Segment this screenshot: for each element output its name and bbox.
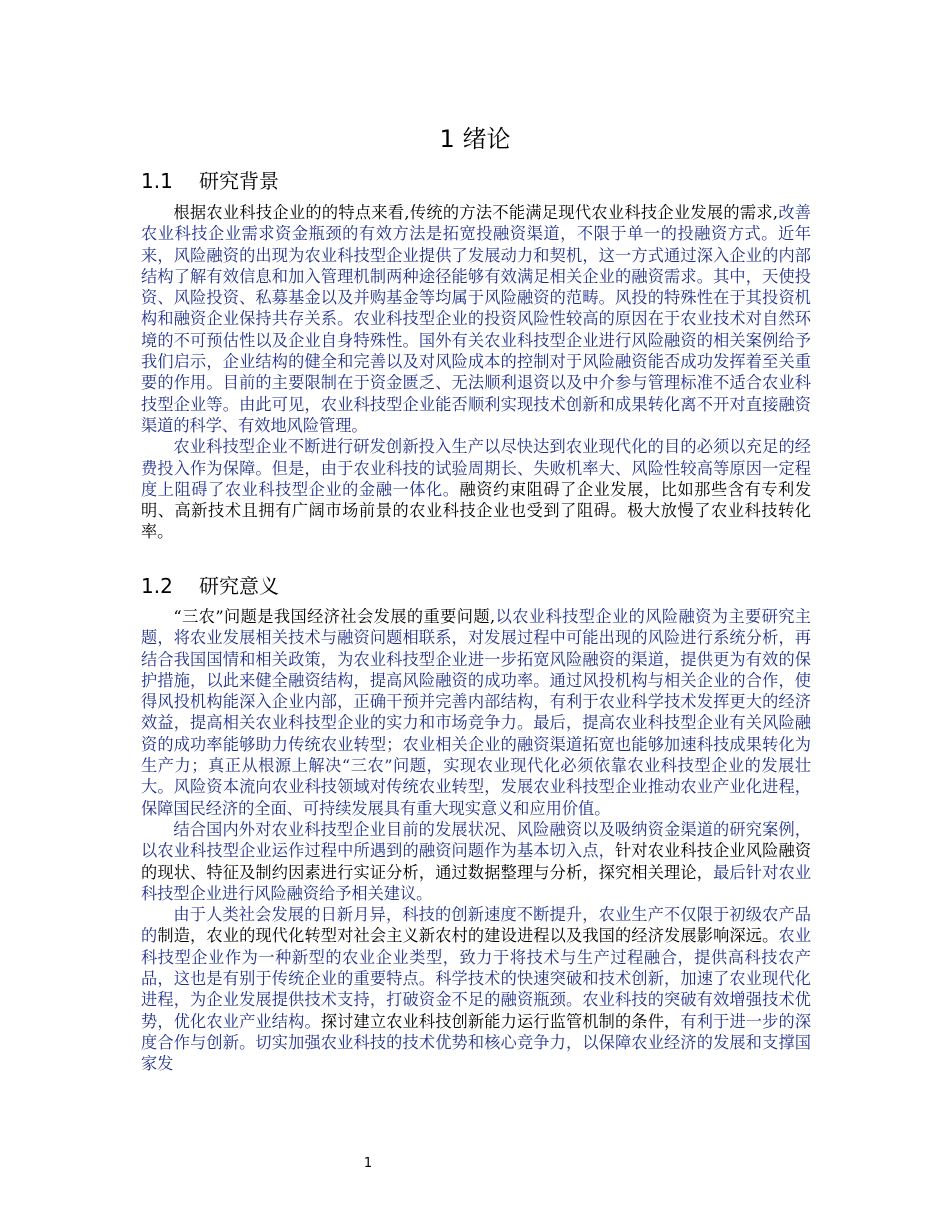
paragraph [141,819,811,904]
paragraph [141,436,811,542]
paragraph [141,202,811,436]
text-run: “三农”问题是我国经济社会发展的重要问题, [173,607,496,626]
page-number: 1 [363,1156,373,1171]
section-heading-background [141,166,279,196]
paragraph [141,606,811,819]
text-run: 针对农业科技企业风险融资的现状、特征及制约因素进行实证分析，通过数据整理与分析，探究相关理论， [141,841,812,882]
section-title: 研究意义 [199,574,279,598]
text-run: 制造，农业的现代化转型对社会主义新农村的建设进程以及我国的经济发展影响深远。 [157,926,779,946]
text-run: 农业科技型企业作为一种新型的农业企业类型，致力于将技术与生产过程融合，提供高科技农产品，这也是有别于传统企业的重要特点。科学技术的快速突破和技术创新，加速了农业现代化进程，为企业发展提供技术支持，打破资金不足的融资瓶颈。农业科技的突破有效增强技术优势，优化农业产业结构。 [141,926,812,1031]
text-run: 农业科技型企业不断进行研发创新投入生产以尽快达到农业现代化的目的必须以充足的经费投入作为保障。但是，由于农业科技的试验周期长、失败机率大、风险性较高等原因一定程度上阻碍了农业科技型企业的金融一体化。 [141,437,811,499]
section-number: 1.2 [141,574,173,598]
chapter-title: 1 绪论 [439,125,511,153]
paragraph [141,904,811,1074]
text-run: 探讨建立农业科技创新能力运行监管机制的条件， [320,1011,681,1031]
section-heading-significance [141,571,279,601]
text-run: 最后针对农业科技型企业进行风险融资给予相关建议。 [141,862,812,903]
text-run: 由于人类社会发展的日新月异，科技的创新速度不断提升，农业生产不仅限于初级农产品的 [141,905,811,946]
text-run: 结合国内外对农业科技型企业目前的发展状况、风险融资以及吸纳资金渠道的研究案例，以农业科技型企业运作过程中所遇到的融资问题作为基本切入点， [141,819,811,861]
text-run: 有利于进一步的深度合作与创新。切实加强农业科技的技术优势和核心竞争力，以保障农业经济的发展和支撑国家发 [141,1011,812,1074]
section-body-background [141,202,811,543]
section-body-significance [141,606,811,1075]
text-run: 融资约束阻碍了企业发展，比如那些含有专利发明、高新技术且拥有广阔市场前景的农业科技企业也受到了阻碍。极大放慢了农业科技转化率。 [141,479,812,542]
text-run: 改善农业科技企业需求资金瓶颈的有效方法是拓宽投融资渠道，不限于单一的投融资方式。近年来，风险融资的出现为农业科技型企业提供了发展动力和契机，这一方式通过深入企业的内部结构了解有效信息和加入管理机制两种途径能够有效满足相关企业的融资需求。其中，天使投资、风险投资、私募基金以及并购基金等均属于风险融资的范畴。风投的特殊性在于其投资机构和融资企业保持共存关系。农业科技型企业的投资风险性较高的原因在于农业技术对自然环境的不可预估性以及企业自身特殊性。国外有关农业科技型企业进行风险融资的相关案例给予我们启示，企业结构的健全和完善以及对风险成本的控制对于风险融资能否成功发挥着至关重要的作用。目前的主要限制在于资金匮乏、无法顺利退资以及中介参与管理标准不适合农业科技型企业等。由此可见，农业科技型企业能否顺利实现技术创新和成果转化离不开对直接融资渠道的科学、有效地风险管理。 [141,203,811,435]
section-number: 1.1 [141,169,173,193]
section-title: 研究背景 [199,169,279,193]
text-run: 以农业科技型企业的风险融资为主要研究主题，将农业发展相关技术与融资问题相联系，对发展过程中可能出现的风险进行系统分析，再结合我国国情和相关政策，为农业科技型企业进一步拓宽风险融资的渠道，提供更为有效的保护措施，以此来健全融资结构，提高风险融资的成功率。通过风投机构与相关企业的合作，使得风投机构能深入企业内部，正确干预并完善内部结构，有利于农业科学技术发挥更大的经济效益，提高相关农业科技型企业的实力和市场竞争力。最后，提高农业科技型企业有关风险融资的成功率能够助力传统农业转型；农业相关企业的融资渠道拓宽也能够加速科技成果转化为生产力；真正从根源上解决“三农”问题，实现农业现代化必须依靠农业科技型企业的发展壮大。风险资本流向农业科技领域对传统农业转型，发展农业科技型企业推动农业产业化进程，保障国民经济的全面、可持续发展具有重大现实意义和应用价值。 [141,607,811,818]
text-run: 根据农业科技企业的的特点来看,传统的方法不能满足现代农业科技企业发展的需求, [173,203,778,222]
